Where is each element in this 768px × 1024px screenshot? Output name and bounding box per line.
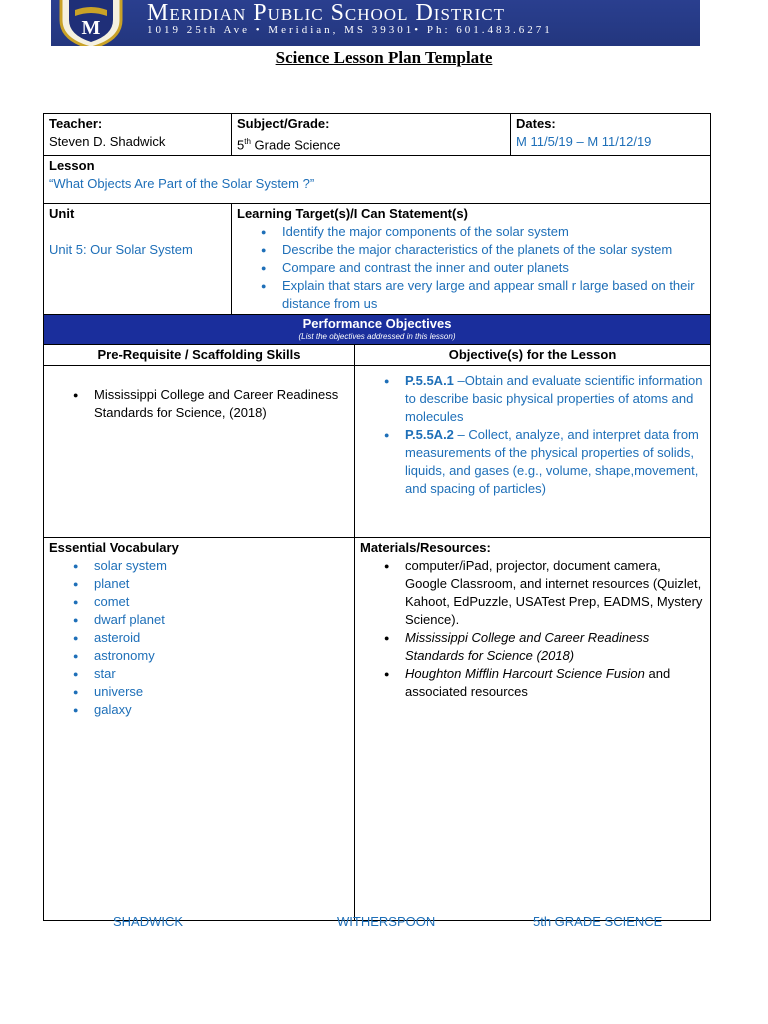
material-book-rest: and associated resources [405, 666, 671, 700]
unit-cell [44, 204, 232, 315]
lesson-cell [44, 156, 711, 204]
performance-objectives-title: Performance Objectives [302, 316, 452, 332]
unit-label: Unit [49, 206, 75, 222]
material-item: ● Mississippi College and Career Readiness Standards for Science (2018) [360, 629, 705, 665]
vocab-item: ● asteroid [49, 629, 349, 647]
footer-left: SHADWICK [113, 914, 184, 929]
unit-value: Unit 5: Our Solar System [49, 242, 193, 258]
performance-objectives-subtitle: (List the objectives addressed in this lesson) [298, 332, 456, 342]
page-title: Science Lesson Plan Template [275, 48, 493, 67]
dates-value: M 11/5/19 – M 11/12/19 [516, 134, 652, 149]
materials-cell [355, 538, 711, 921]
vocabulary-label: Essential Vocabulary [49, 540, 179, 556]
vocab-item: ● star [49, 665, 349, 683]
objective-item [360, 372, 705, 426]
subject-grade-number: 5 [237, 137, 245, 153]
lesson-title: “What Objects Are Part of the Solar System ?” [49, 176, 315, 192]
objectives-heading: Objective(s) for the Lesson [355, 345, 711, 366]
prereq-item: ● Mississippi College and Career Readiness Standards for Science, (2018) [49, 386, 349, 422]
subject-grade-text: Grade Science [250, 137, 341, 153]
footer-right: 5th GRADE SCIENCE [533, 914, 663, 929]
prereq-list [49, 386, 349, 422]
materials-list [360, 557, 705, 701]
performance-objectives-bar [44, 315, 711, 345]
vocabulary-list [49, 557, 349, 719]
district-address: 1019 25th Ave • Meridian, MS 39301• Ph: 601.483.6271 [147, 24, 553, 36]
objective-code: P.5.5A.2 [405, 427, 454, 443]
objectives-list [360, 372, 705, 498]
objectives-heading-row [44, 345, 711, 366]
vocab-item: ● galaxy [49, 701, 349, 719]
learning-target-item: ● Describe the major characteristics of the planets of the solar system [237, 241, 705, 259]
subject-value [237, 133, 505, 154]
vocab-item: ● planet [49, 575, 349, 593]
dates-cell [511, 114, 711, 156]
dates-label: Dates: [516, 116, 556, 131]
objective-item [360, 426, 705, 498]
district-crest-logo [55, 0, 127, 46]
subject-label: Subject/Grade: [237, 116, 330, 131]
header-info-row [44, 114, 711, 156]
prereq-cell [44, 366, 355, 538]
vocab-item: ● universe [49, 683, 349, 701]
unit-row [44, 204, 711, 315]
vocabulary-cell [44, 538, 355, 921]
vocab-materials-row [44, 538, 711, 921]
objective-text: – Collect, analyze, and interpret data from measurements of the physical properties of solids, liquids, and gases (e.g., volume, shape,movement, and spacing of particles) [405, 427, 699, 497]
district-banner [51, 0, 700, 46]
vocab-item: ● astronomy [49, 647, 349, 665]
objectives-cell [355, 366, 711, 538]
learning-target-item: ● Compare and contrast the inner and outer planets [237, 259, 705, 277]
crest-letter: M [81, 17, 101, 39]
lesson-row [44, 156, 711, 204]
subject-grade-suffix: th [244, 137, 251, 146]
learning-target-item: ● Explain that stars are very large and appear small r large based on their distance from us [237, 277, 705, 313]
objectives-row [44, 366, 711, 538]
performance-objectives-cell [44, 315, 711, 345]
teacher-cell [44, 114, 232, 156]
subject-cell [232, 114, 511, 156]
material-item: ● computer/iPad, projector, document camera, Google Classroom, and internet resources (Quizlet, Kahoot, EdPuzzle, USATest Prep, EADMS, Mystery Science). [360, 557, 705, 629]
vocab-item: ● solar system [49, 557, 349, 575]
footer-center: WITHERSPOON [337, 914, 436, 929]
material-item [360, 665, 705, 701]
material-book-title: Houghton Mifflin Harcourt Science Fusion [405, 666, 645, 682]
prereq-heading: Pre-Requisite / Scaffolding Skills [44, 345, 355, 366]
objective-text: –Obtain and evaluate scientific information to describe basic physical properties of atoms and molecules [405, 373, 703, 425]
vocab-item: ● comet [49, 593, 349, 611]
materials-label: Materials/Resources: [360, 540, 491, 556]
objective-code: P.5.5A.1 [405, 373, 454, 389]
learning-targets-list [237, 223, 705, 313]
teacher-value: Steven D. Shadwick [49, 134, 166, 149]
learning-target-item: ● Identify the major components of the solar system [237, 223, 705, 241]
lesson-label: Lesson [49, 158, 95, 174]
vocab-item: ● dwarf planet [49, 611, 349, 629]
learning-targets-label: Learning Target(s)/I Can Statement(s) [237, 206, 468, 222]
lesson-plan-table [43, 113, 711, 921]
teacher-label: Teacher: [49, 116, 103, 131]
learning-targets-cell [232, 204, 711, 315]
district-name: Meridian Public School District [147, 0, 506, 26]
